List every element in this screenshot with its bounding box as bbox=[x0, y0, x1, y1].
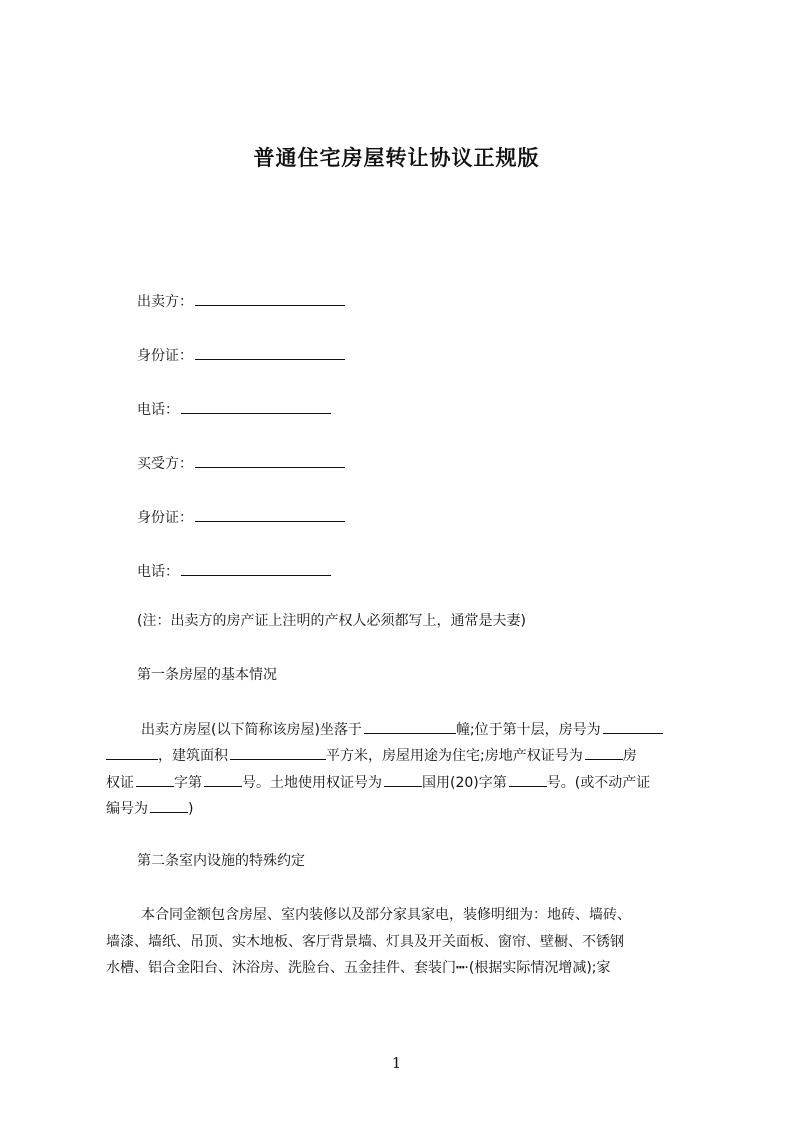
s1-l4-text-a: 编号为 bbox=[106, 801, 148, 817]
room-number-blank[interactable] bbox=[603, 719, 663, 734]
location-blank[interactable] bbox=[364, 719, 456, 734]
s1-l3-text-d: 国用(20)字第 bbox=[422, 775, 507, 791]
s1-l4-text-b: ) bbox=[188, 801, 194, 817]
seller-label: 出卖方： bbox=[137, 294, 193, 310]
cert-number-blank[interactable] bbox=[585, 745, 623, 760]
document-title: 普通住宅房屋转让协议正规版 bbox=[253, 146, 540, 170]
buyer-phone-label: 电话： bbox=[137, 564, 179, 580]
section-1-line-1 bbox=[141, 719, 663, 740]
land-cert-blank[interactable] bbox=[384, 772, 422, 787]
section-2-heading: 第二条室内设施的特殊约定 bbox=[137, 853, 305, 869]
s1-l2-text-b: 平方米，房屋用途为住宅;房地产权证号为 bbox=[326, 748, 583, 764]
buyer-label: 买受方： bbox=[137, 456, 193, 472]
s1-l3-text-b: 字第 bbox=[174, 775, 202, 791]
section-1-line-2 bbox=[106, 745, 637, 766]
s1-l3-text-a: 权证 bbox=[106, 775, 134, 791]
section-2-line-3: 水槽、铝合金阳台、沐浴房、洗脸台、五金挂件、套装门┅·(根据实际情况增减);家 bbox=[106, 960, 611, 976]
buyer-id-label: 身份证： bbox=[137, 510, 193, 526]
s1-l3-text-e: 号。(或不动产证 bbox=[546, 775, 651, 791]
section-1-line-4 bbox=[106, 798, 193, 819]
s1-l2-text-c: 房 bbox=[622, 748, 637, 764]
section-1-heading: 第一条房屋的基本情况 bbox=[137, 667, 277, 683]
section-1-line-3 bbox=[106, 772, 650, 793]
area-blank[interactable] bbox=[230, 745, 326, 760]
s1-l2-text-a: ，建筑面积 bbox=[158, 748, 228, 764]
land-no-blank[interactable] bbox=[509, 772, 547, 787]
room-number-blank-cont[interactable] bbox=[106, 745, 158, 760]
seller-id-label: 身份证： bbox=[137, 348, 193, 364]
s1-l1-text-a: 出卖方房屋(以下简称该房屋)坐落于 bbox=[141, 722, 362, 738]
cert-no-blank[interactable] bbox=[204, 772, 242, 787]
section-2-line-2: 墙漆、墙纸、吊顶、实木地板、客厅背景墙、灯具及开关面板、窗帘、壁橱、不锈钢 bbox=[106, 934, 624, 950]
s1-l3-text-c: 号。土地使用权证号为 bbox=[242, 775, 382, 791]
s1-l1-text-b: 幢;位于第十层，房号为 bbox=[455, 722, 601, 738]
property-no-blank[interactable] bbox=[150, 798, 188, 813]
section-2-line-1: 本合同金额包含房屋、室内装修以及部分家具家电，装修明细为：地砖、墙砖、 bbox=[141, 907, 631, 923]
owner-note: (注：出卖方的房产证上注明的产权人必须都写上，通常是夫妻) bbox=[137, 613, 526, 629]
seller-phone-label: 电话： bbox=[137, 402, 179, 418]
cert-word-blank[interactable] bbox=[136, 772, 174, 787]
page-number: 1 bbox=[391, 1054, 402, 1072]
